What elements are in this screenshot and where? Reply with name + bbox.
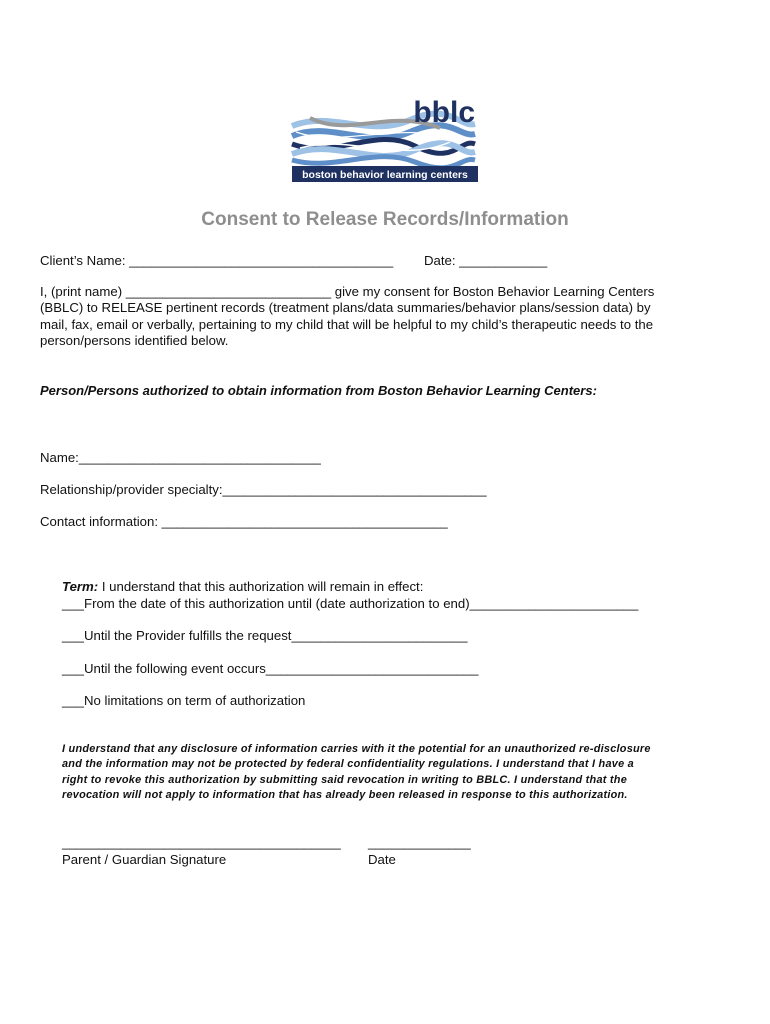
term-statement xyxy=(62,579,423,595)
consent-line-1: I, (print name) ____________________________ give my consent for Boston Behavior Learning Centers xyxy=(40,284,655,299)
consent-line-2: (BBLC) to RELEASE pertinent records (treatment plans/data summaries/behavior plans/session data) by xyxy=(40,300,651,316)
authorized-name-field[interactable]: Name:_________________________________ xyxy=(40,450,321,465)
disclaimer-line-3: right to revoke this authorization by submitting said revocation in writing to BBLC. I understand that the xyxy=(62,773,628,786)
client-name-field[interactable]: Client’s Name: ____________________________________ xyxy=(40,253,394,268)
disclaimer-line-2: and the information may not be protected by federal confidentiality regulations. I understand that I have a xyxy=(62,758,634,771)
disclaimer-line-4: revocation will not apply to information that has already been released in response to this authorization. xyxy=(62,789,628,802)
disclosure-disclaimer xyxy=(62,742,722,804)
disclaimer-line-1: I understand that any disclosure of information carries with it the potential for an unauthorized re-disclosure xyxy=(62,743,651,755)
term-intro: I understand that this authorization will remain in effect: xyxy=(98,579,424,594)
term-label: Term: xyxy=(62,579,99,594)
term-option-no-limit[interactable] xyxy=(62,693,305,709)
term-option-event-label: Until the following event occurs_____________________________ xyxy=(84,661,479,676)
logo-wordmark: bblc xyxy=(413,98,475,129)
woven-ribbons-logo-icon xyxy=(290,98,480,184)
term-option-request-blank[interactable]: ___ xyxy=(62,628,85,643)
term-option-request[interactable] xyxy=(62,628,467,644)
term-option-event-blank[interactable]: ___ xyxy=(62,661,85,676)
consent-line-4: person/persons identified below. xyxy=(40,332,229,348)
term-option-date-label: From the date of this authorization until (date authorization to end)_______________________ xyxy=(84,596,639,611)
guardian-signature-line[interactable]: ______________________________________ xyxy=(62,835,341,850)
relationship-field[interactable]: Relationship/provider specialty:____________________________________ xyxy=(40,482,487,497)
authorized-persons-heading: Person/Persons authorized to obtain information from Boston Behavior Learning Centers: xyxy=(40,383,597,398)
document-title: Consent to Release Records/Information xyxy=(201,209,569,230)
term-option-no-limit-blank[interactable]: ___ xyxy=(62,693,85,708)
contact-information-field[interactable]: Contact information: _______________________________________ xyxy=(40,514,448,529)
term-option-date[interactable] xyxy=(62,596,638,612)
logo-tagline: boston behavior learning centers xyxy=(302,169,468,181)
term-option-no-limit-label: No limitations on term of authorization xyxy=(84,693,306,708)
consent-paragraph xyxy=(40,284,730,349)
term-option-date-blank[interactable]: ___ xyxy=(62,596,85,611)
guardian-signature-label: Parent / Guardian Signature xyxy=(62,852,227,867)
bblc-logo xyxy=(290,98,480,184)
date-field[interactable]: Date: ____________ xyxy=(424,253,548,268)
signature-date-line[interactable]: ______________ xyxy=(368,835,471,850)
term-option-request-label: Until the Provider fulfills the request________________________ xyxy=(84,628,468,643)
signature-date-label: Date xyxy=(368,852,396,867)
consent-line-3: mail, fax, email or verbally, pertaining to my child that will be helpful to my child’s therapeutic needs to the xyxy=(40,316,654,332)
term-option-event[interactable] xyxy=(62,661,479,677)
